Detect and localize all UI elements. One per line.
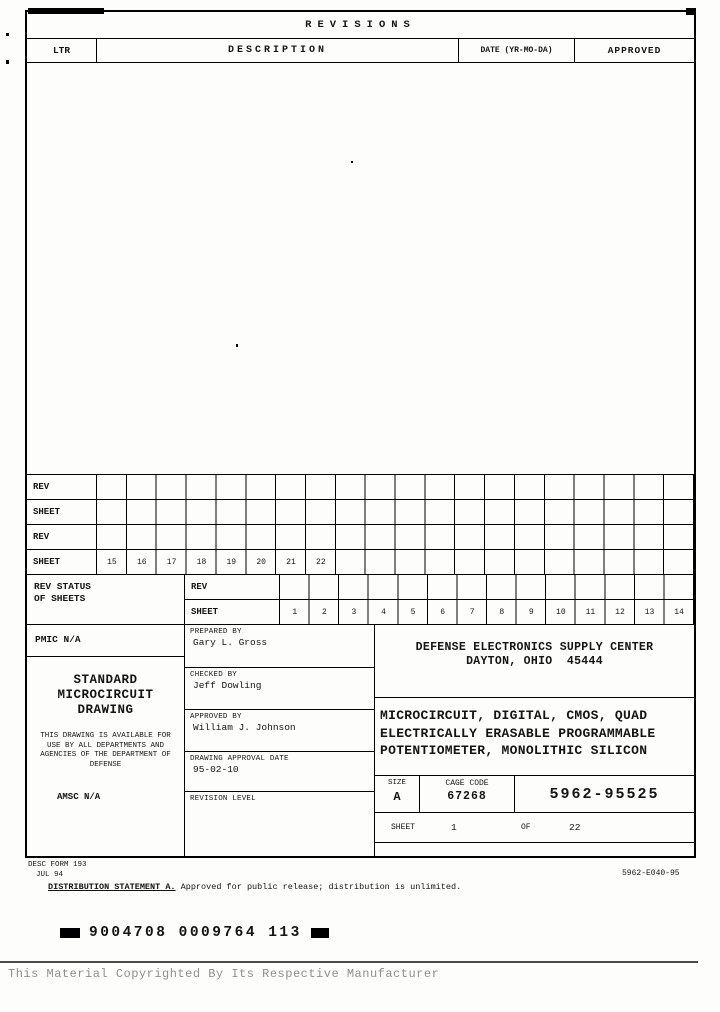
- sheet-number: 1: [292, 608, 298, 617]
- description-column-header: DESCRIPTION: [97, 39, 459, 63]
- approval-date-label: DRAWING APPROVAL DATE: [190, 755, 289, 763]
- barcode-start-block: [60, 928, 80, 938]
- barcode-line: [60, 925, 329, 941]
- sheet-number: 8: [499, 608, 505, 617]
- approved-column-header: APPROVED: [575, 39, 694, 63]
- sheet-row-cells: [97, 500, 694, 525]
- rev-status-label-line2: OF SHEETS: [34, 593, 86, 604]
- agency-location: DAYTON, OHIO 45444: [466, 655, 603, 668]
- sheet-row-label: SHEET: [27, 500, 97, 525]
- rev-row-cells: [97, 525, 694, 550]
- sheet-number: 19: [226, 558, 237, 567]
- sheet-number: 5: [410, 608, 416, 617]
- checked-by-label: CHECKED BY: [190, 671, 238, 679]
- form-date: JUL 94: [36, 871, 64, 879]
- drawing-title-line2: ELECTRICALLY ERASABLE PROGRAMMABLE: [380, 725, 656, 741]
- sheet-number: 11: [585, 608, 596, 617]
- rev-row-label: REV: [27, 525, 97, 550]
- sheet-number: 15: [107, 558, 117, 567]
- prepared-by-value: Gary L. Gross: [193, 637, 268, 648]
- cage-code-label: CAGE CODE: [445, 779, 489, 788]
- checked-by-value: Jeff Dowling: [193, 680, 262, 691]
- prepared-by-cell: [185, 625, 375, 668]
- rev-row-cells: [97, 475, 694, 500]
- sheet-number: 2: [321, 608, 327, 617]
- sheet-numbers-15-22: [97, 550, 694, 575]
- cage-code-cell: [420, 776, 515, 813]
- pmic-cell: PMIC N/A: [27, 625, 185, 657]
- prepared-by-label: PREPARED BY: [190, 628, 242, 636]
- sheet-number: 17: [166, 558, 177, 567]
- rev-status-label-line1: REV STATUS: [34, 581, 92, 592]
- sheet-number: 12: [615, 608, 625, 617]
- distribution-statement-label: DISTRIBUTION STATEMENT A.: [48, 882, 176, 892]
- drawing-title-cell: [375, 698, 694, 776]
- sheet-number: 18: [196, 558, 207, 567]
- left-info-panel: [27, 657, 185, 858]
- drawing-title-line3: POTENTIOMETER, MONOLITHIC SILICON: [380, 743, 648, 758]
- revision-level-cell: [185, 792, 375, 858]
- date-column-header: DATE (YR-MO-DA): [459, 39, 575, 63]
- copyright-divider: [0, 961, 698, 963]
- drawing-type-title: STANDARD MICROCIRCUIT DRAWING: [57, 673, 154, 717]
- sheet-number: 13: [644, 608, 655, 617]
- sheet-row-label: SHEET: [27, 550, 97, 575]
- sheet-of-cell: [375, 813, 694, 843]
- drawing-number: 5962-95525: [515, 776, 694, 813]
- sheet-total-value: 22: [569, 822, 581, 833]
- sheet-number: 10: [556, 608, 566, 617]
- rev-status-label: [27, 575, 185, 625]
- size-label: SIZE: [387, 779, 406, 787]
- sheet-number: 22: [316, 558, 326, 567]
- approved-by-value: William J. Johnson: [193, 722, 296, 733]
- sheet-number: 14: [674, 608, 684, 617]
- agency-name: DEFENSE ELECTRONICS SUPPLY CENTER: [415, 641, 654, 654]
- size-cell: [375, 776, 420, 813]
- approved-by-cell: [185, 710, 375, 752]
- barcode-text: 9004708 0009764 113: [89, 925, 302, 941]
- approved-by-label: APPROVED BY: [190, 713, 242, 721]
- scan-artifact: [6, 33, 9, 36]
- ltr-column-header: LTR: [27, 39, 97, 63]
- barcode-end-block: [311, 928, 329, 938]
- sheet-number: 9: [528, 608, 534, 617]
- rev-status-rev-cells: [280, 575, 694, 600]
- approval-date-value: 95-02-10: [193, 764, 239, 775]
- sheet-number-value: 1: [451, 822, 457, 833]
- revisions-header: REVISIONS: [27, 12, 694, 39]
- document-number: 5962-E040-95: [622, 869, 680, 878]
- approval-date-cell: [185, 752, 375, 792]
- sheet-label: SHEET: [391, 823, 416, 832]
- sheet-number: 20: [256, 558, 266, 567]
- form-name: DESC FORM 193: [28, 861, 87, 869]
- cage-code-value: 67268: [447, 790, 487, 803]
- scan-artifact: [6, 60, 9, 64]
- availability-statement: THIS DRAWING IS AVAILABLE FOR USE BY ALL DEPARTMENTS AND AGENCIES OF THE DEPARTMENT OF DEFENSE: [40, 732, 171, 769]
- agency-cell: [375, 625, 694, 698]
- of-label: OF: [521, 823, 531, 832]
- sheet-number: 6: [440, 608, 445, 617]
- revision-level-label: REVISION LEVEL: [190, 795, 256, 803]
- rev-status-sheet-label: SHEET: [185, 600, 280, 625]
- distribution-statement-text: Approved for public release; distribution is unlimited.: [175, 882, 462, 892]
- sheet-numbers-1-14: [280, 600, 694, 625]
- rev-status-rev-label: REV: [185, 575, 280, 600]
- copyright-notice: This Material Copyrighted By Its Respective Manufacturer: [8, 967, 440, 981]
- sheet-number: 4: [381, 608, 386, 617]
- distribution-statement: [48, 882, 461, 892]
- sheet-number: 7: [469, 608, 475, 617]
- size-value: A: [393, 790, 401, 804]
- drawing-title-line1: MICROCIRCUIT, DIGITAL, CMOS, QUAD: [380, 708, 648, 723]
- sheet-number: 16: [136, 558, 147, 567]
- amsc-label: AMSC N/A: [57, 792, 101, 802]
- sheet-number: 3: [351, 608, 357, 617]
- rev-row-label: REV: [27, 475, 97, 500]
- revision-entries-area: [27, 63, 694, 475]
- sheet-number: 21: [286, 558, 296, 567]
- checked-by-cell: [185, 668, 375, 710]
